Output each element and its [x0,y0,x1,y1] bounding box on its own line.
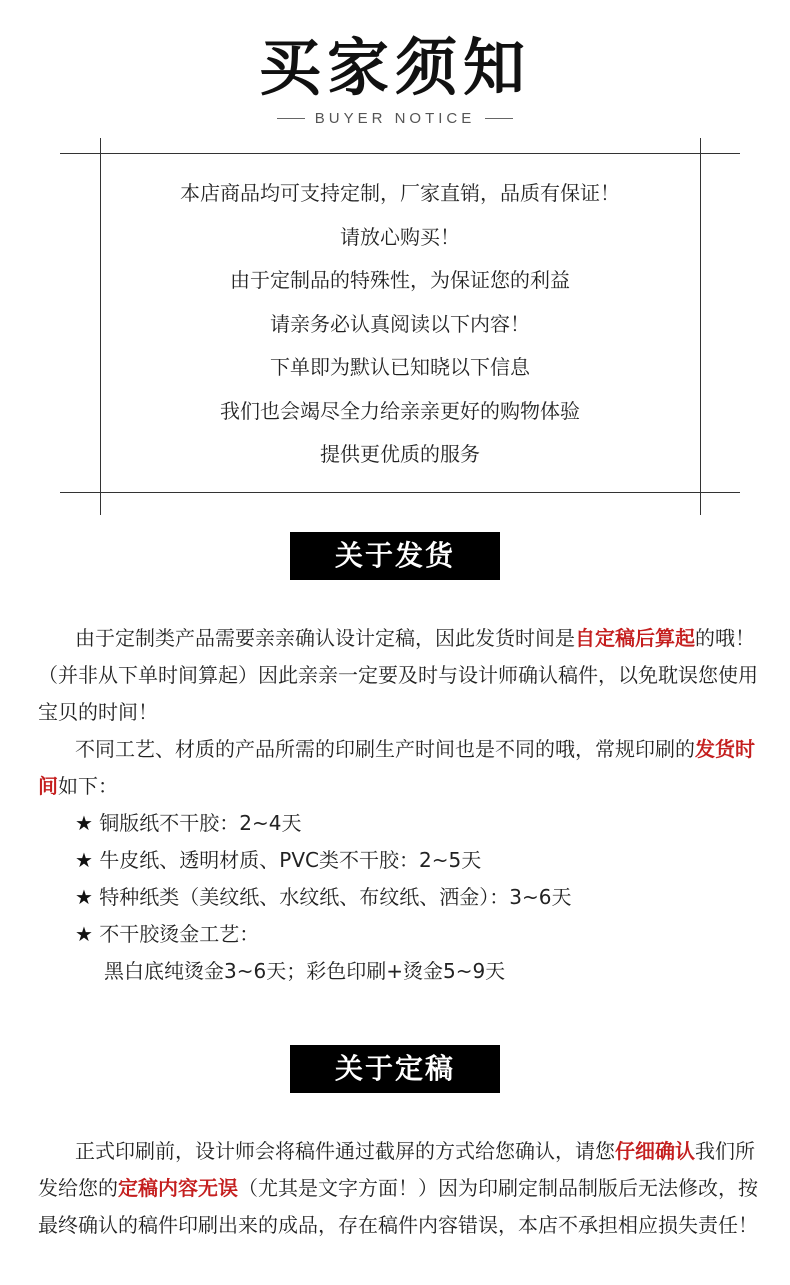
shipping-p1-highlight: 自定稿后算起 [575,626,695,650]
draft-highlight-2: 定稿内容无误 [118,1176,238,1200]
draft-highlight-1: 仔细确认 [615,1139,695,1163]
notice-frame-bottom [60,492,740,493]
list-item [38,842,762,879]
list-item-text: 特种纸类（美纹纸、水纹纸、布纹纸、洒金）：3~6天 [99,885,572,909]
shipping-heading: 关于发货 [290,532,500,580]
shipping-p2-text-b: 如下： [58,774,118,798]
subtitle-dash-left [277,118,305,119]
star-icon: ★ [75,811,93,835]
list-sub-item: 黑白底纯烫金3~6天；彩色印刷+烫金5~9天 [104,959,506,983]
shipping-paragraph-2 [38,731,762,805]
star-icon: ★ [75,885,93,909]
notice-line: 请放心购买！ [340,224,460,249]
notice-line: 本店商品均可支持定制，厂家直销，品质有保证！ [180,181,620,205]
list-item-text: 不干胶烫金工艺： [99,922,260,946]
draft-text-c: （尤其是文字方面！）因为印刷定制品制版后无法修改，按最终确认的稿件印刷出来的成品，存在稿件内容错误，本店不承担相应损失责任！ [38,1176,758,1237]
shipping-p1-text-b: 的哦！（并非从下单时间算起）因此亲亲一定要及时与设计师确认稿件，以免耽误您使用宝贝的时间！ [38,626,758,724]
page-title: 买家须知 [258,31,531,104]
shipping-content [38,620,762,990]
draft-paragraph [38,1133,762,1244]
star-icon: ★ [75,848,93,872]
notice-line: 我们也会竭尽全力给亲亲更好的购物体验 [220,398,580,423]
notice-frame-right [700,138,701,515]
notice-line: 提供更优质的服务 [320,442,480,466]
draft-heading: 关于定稿 [290,1045,500,1093]
shipping-p1-text-a: 由于定制类产品需要亲亲确认设计定稿，因此发货时间是 [75,626,575,650]
draft-content [38,1133,762,1244]
notice-line: 请亲务必认真阅读以下内容！ [270,311,530,336]
draft-text-b: 我们所发给您的 [38,1139,755,1200]
shipping-p2-highlight: 发货时间 [38,737,755,798]
subtitle-dash-right [485,118,513,119]
shipping-p2-text-a: 不同工艺、材质的产品所需的印刷生产时间也是不同的哦，常规印刷的 [75,737,695,761]
notice-line: 下单即为默认已知晓以下信息 [270,355,530,379]
draft-text-a: 正式印刷前，设计师会将稿件通过截屏的方式给您确认，请您 [75,1139,615,1163]
notice-line: 由于定制品的特殊性，为保证您的利益 [230,268,570,292]
shipping-paragraph-1 [38,620,762,731]
page-subtitle [0,108,790,128]
list-item [38,916,762,953]
list-item [38,879,762,916]
notice-frame-top [60,153,740,154]
star-icon: ★ [75,922,93,946]
list-item-text: 铜版纸不干胶：2~4天 [99,811,302,835]
subtitle-text: BUYER NOTICE [314,109,476,127]
notice-box [100,172,700,477]
list-item [38,805,762,842]
list-item-text: 牛皮纸、透明材质、PVC类不干胶：2~5天 [99,848,482,872]
